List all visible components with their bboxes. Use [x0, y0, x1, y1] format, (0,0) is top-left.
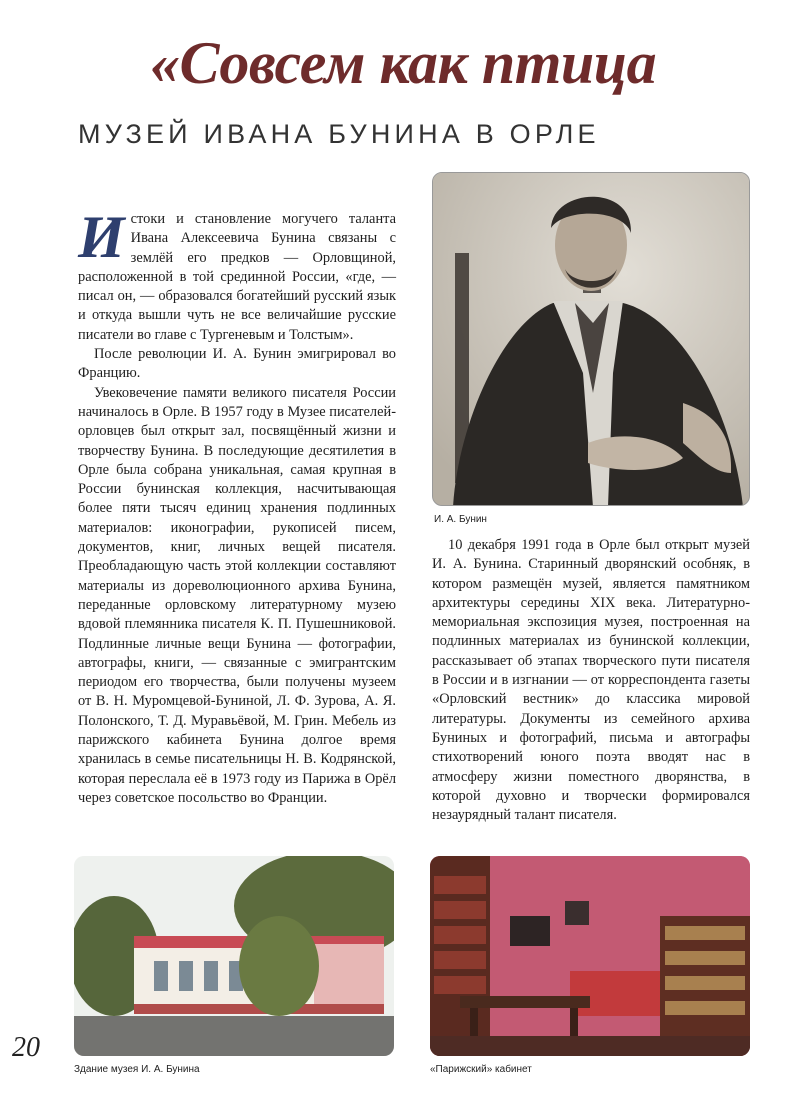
portrait-caption: И. А. Бунин: [434, 514, 487, 525]
museum-building-illustration: [74, 856, 394, 1056]
museum-building-photo: [74, 856, 394, 1056]
intro-paragraph: [78, 204, 396, 345]
paris-cabinet-caption: «Парижский» кабинет: [430, 1064, 532, 1075]
paris-cabinet-photo: [430, 856, 750, 1056]
portrait-illustration: [433, 173, 750, 506]
museum-building-caption: Здание музея И. А. Бунина: [74, 1064, 200, 1075]
drop-cap: И: [78, 204, 125, 270]
page-number: 20: [12, 1032, 40, 1063]
right-text-column: [432, 536, 750, 825]
paris-cabinet-illustration: [430, 856, 750, 1056]
left-text-column: [78, 204, 396, 808]
paragraph-emigration: После революции И. А. Бунин эмигрировал во Францию.: [78, 346, 396, 382]
article-title: «Совсем как птица: [150, 30, 657, 96]
paragraph-collection: Увековечение памяти великого писателя России начиналось в Орле. В 1957 году в Музее писателей-орловцев был открыт зал, посвящённый жизни и творчеству Бунина. В последующие десятилетия в Орле была собрана уникальная, самая крупная в России бунинская коллекция, насчитывающая более пяти тысяч единиц хранения подлинных материалов: иконографии, рукописей писем, документов, книг, личных вещей писателя. Преобладающую часть этой коллекции составляют материалы из дореволюционного архива Бунина, переданные орловскому литературному музею вдовой племянника писателя К. П. Пушешниковой. Подлинные личные вещи Бунина — фотографии, автографы, книги, — связанные с эмигрантским периодом его творчества, были получены музеем от В. Н. Муромцевой-Буниной, Л. Ф. Зурова, А. Я. Полонского, Т. Д. Муравьёвой, М. Грин. Мебель из парижского кабинета Бунина долгое время хранилась в семье писательницы Н. В. Кодрянской, которая переслала её в 1973 году из Парижа в Орёл через советское посольство во Франции.: [78, 384, 396, 806]
intro-text: стоки и становление могучего таланта Ивана Алексеевича Бунина связаны с землёй его предков — Орловщиной, расположенной в той срединной России, «где, — писал он, — образовался богатейший русский язык и откуда вышли чуть не все величайшие русские писатели во главе с Тургеневым и Толстым».: [78, 211, 396, 343]
article-subtitle: МУЗЕЙ ИВАНА БУНИНА В ОРЛЕ: [78, 119, 600, 149]
portrait-photo: [432, 172, 750, 506]
paragraph-museum-opening: 10 декабря 1991 года в Орле был открыт музей И. А. Бунина. Старинный дворянский особняк, в котором размещён музей, является памятником архитектуры середины XIX века. Литературно-мемориальная экспозиция музея, построенная на подлинных материалах из бунинской коллекции, рассказывает об этапах творческого пути писателя в России и в изгнании — от корреспондента газеты «Орловский вестник» до классика мировой литературы. Документы из семейного архива Буниных и фотографий, письма и автографы стихотворений юного поэта вводят нас в атмосферу жизни поместного дворянства, в которой духовно и творчески формировался незаурядный талант писателя.: [432, 537, 750, 824]
